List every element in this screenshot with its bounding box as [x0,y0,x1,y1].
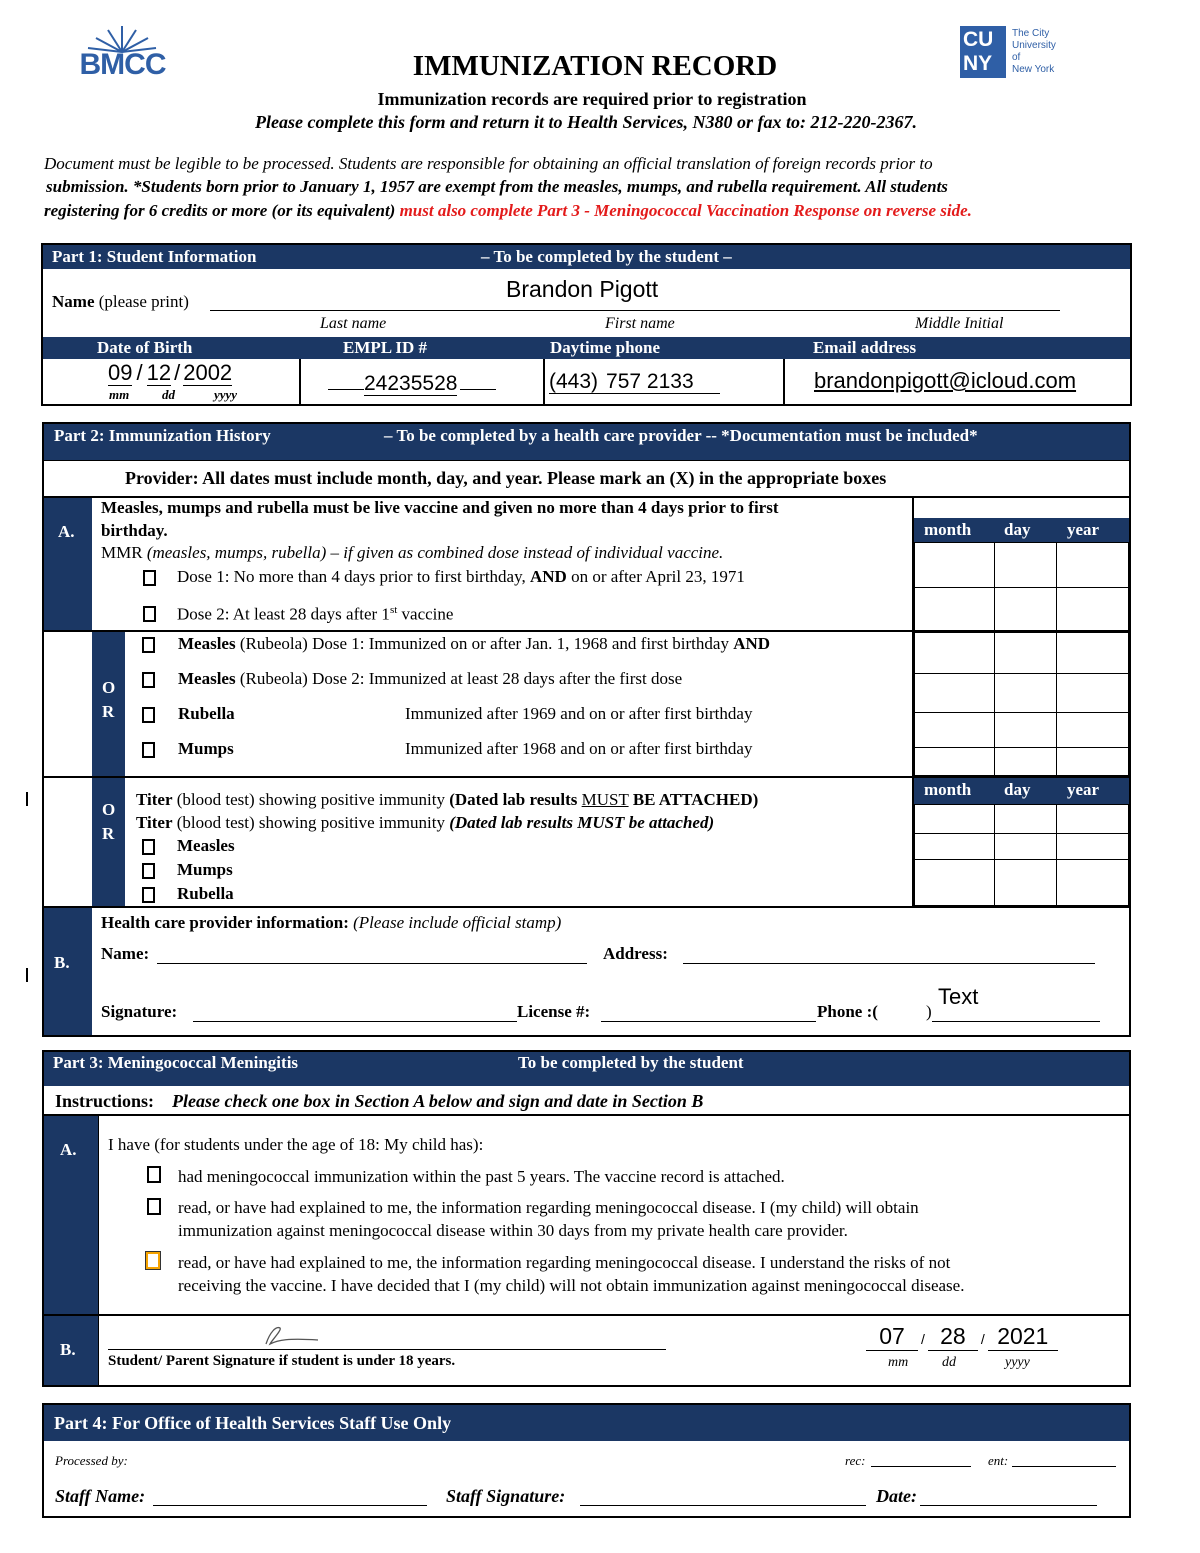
notice-line-2: submission. *Students born prior to January 1, 1957 are exempt from the measles, mumps, and rubella requirement. All students [46,177,948,196]
dose1-a: Dose 1: No more than 4 days prior to first birthday, [177,567,526,586]
processed-by-label: Processed by: [55,1453,128,1468]
mening-opt3-line1: read, or have had explained to me, the information regarding meningococcal disease. I understand the risks of not [178,1253,951,1272]
margin-mark-2 [26,968,28,982]
titer-measles-month[interactable] [914,804,995,834]
measles2-day[interactable] [994,673,1057,713]
col-dob: Date of Birth [97,338,193,357]
titer1-c: (Dated lab results [449,790,578,809]
notice-line-3b: must also complete Part 3 - Meningococcal Vaccination Response on reverse side. [399,201,972,220]
cuny-line-2: University [1012,40,1056,51]
measles2-year[interactable] [1056,673,1129,713]
col-email: Email address [813,338,917,357]
phone-area: (443) [549,370,599,393]
empl-value: 24235528 [364,372,458,395]
or-bar-2 [92,778,125,906]
measles2-a: (Rubeola) Dose 2: Immunized at least 28 days after the first dose [239,669,683,688]
staff-signature-label: Staff Signature: [446,1486,566,1506]
or-bar-1-r: R [102,702,115,721]
mmr-desc: (measles, mumps, rubella) – if given as combined dose instead of individual vaccine. [146,543,724,562]
part2-title: Part 2: Immunization History [54,426,271,445]
rec-field[interactable] [871,1466,971,1467]
empl-field[interactable] [328,371,496,396]
mumps-label: Mumps [178,739,234,758]
student-signature-field[interactable] [108,1349,666,1350]
measles1-month[interactable] [914,632,995,674]
staff-signature-field[interactable] [580,1505,866,1506]
dose1-month[interactable] [914,542,995,588]
titer2-a: (blood test) showing positive immunity [176,813,445,832]
part2-note: – To be completed by a health care provider -- *Documentation must be included* [384,426,978,445]
dose2-month[interactable] [914,587,995,632]
col-phone: Daytime phone [550,338,661,357]
part1-title: Part 1: Student Information [52,247,257,266]
notice-line-3 [44,201,972,221]
part3-note: To be completed by the student [518,1053,744,1072]
part4-header [44,1405,1129,1441]
titer-line-2 [136,813,714,833]
titer-measles-checkbox[interactable] [142,839,155,855]
part3-header [44,1052,1129,1086]
dob-yyyy: 2002 [183,360,233,385]
name-field[interactable]: Brandon Pigott [506,276,659,302]
left-spacer-1 [44,632,93,776]
part3-a-divider [98,1116,99,1314]
dose1-year[interactable] [1056,542,1129,588]
dob-sep-2: / [174,360,181,385]
mmr-heading-1: Measles, mumps and rubella must be live vaccine and given no more than 4 days prior to first [101,498,779,517]
titer-rubella-checkbox[interactable] [142,887,155,903]
ent-field[interactable] [1012,1466,1116,1467]
grid2-month: month [924,780,972,799]
measles2-text [178,669,682,689]
provider-info-hint: (Please include official stamp) [353,913,562,932]
mening-opt2-line1: read, or have had explained to me, the information regarding meningococcal disease. I (my child) will obtain [178,1198,919,1217]
titer-mumps-year[interactable] [1056,833,1129,860]
grid1-year: year [1067,520,1100,539]
date-grid-1 [914,542,1129,776]
grid2-day: day [1004,780,1031,799]
titer-mumps-day[interactable] [994,833,1057,860]
dose1-day[interactable] [994,542,1057,588]
sign-date-mm: 07 [866,1323,918,1351]
provider-phone-field[interactable] [932,1021,1100,1022]
titer-mumps-label: Mumps [177,860,233,879]
rubella-day[interactable] [994,712,1057,748]
mmr-heading-2: birthday. [101,521,168,540]
divider-1 [299,359,301,405]
dose2-a: Dose 2: At least 28 days after 1 [177,604,390,624]
measles1-c: AND [733,634,771,653]
mening-opt3-line2: receiving the vaccine. I have decided that I (my child) will not obtain immunization against meningococcal disease. [178,1276,965,1295]
section-a-label-bar [44,498,92,630]
titer-rubella-day[interactable] [994,859,1057,906]
measles1-year[interactable] [1056,632,1129,674]
part3-title: Part 3: Meningococcal Meningitis [53,1053,299,1072]
bmcc-wordmark: BMCC [79,48,166,81]
cuny-line-3: of [1012,52,1021,63]
rubella-year[interactable] [1056,712,1129,748]
titer1-e: BE ATTACHED) [632,790,759,809]
dose1-b: AND [530,567,567,586]
rubella-checkbox[interactable] [142,707,155,723]
col-empl: EMPL ID # [343,338,428,357]
sign-date-sub-yyyy: yyyy [1005,1355,1030,1370]
rubella-month[interactable] [914,712,995,748]
grid2-year: year [1067,780,1100,799]
mumps-month[interactable] [914,747,995,776]
titer-rubella-label: Rubella [177,884,234,903]
dose2-year[interactable] [1056,587,1129,632]
or-bar-1 [92,632,125,776]
sign-date-yyyy: 2021 [988,1323,1058,1351]
page-title: IMMUNIZATION RECORD [412,50,778,82]
grid1-day: day [1004,520,1031,539]
titer-rubella-month[interactable] [914,859,995,906]
grid1-month: month [924,520,972,539]
measles2-b: Measles [178,669,236,688]
provider-name-field[interactable] [157,963,587,964]
titer2-b: Titer [136,813,173,832]
or-bar-1-o: O [102,678,116,697]
part3-b-divider [44,1314,1129,1316]
part3-b-label: B. [60,1340,76,1359]
dose1-c: on or after April 23, 1971 [571,567,745,586]
dose2-checkbox[interactable] [143,606,156,622]
or-bar-2-o: O [102,800,116,819]
dose2-b: vaccine [401,604,454,624]
name-label [52,292,189,312]
email-field[interactable]: brandonpigott@icloud.com [814,368,1077,393]
part4-title: Part 4: For Office of Health Services Staff Use Only [54,1413,452,1433]
mening-opt1-checkbox[interactable] [147,1166,161,1183]
part3-a-bar [44,1116,98,1314]
date-grid-2 [914,804,1129,906]
dob-field[interactable] [108,360,232,386]
titer2-c: (Dated lab results MUST be attached) [449,813,715,832]
staff-date-field[interactable] [920,1505,1097,1506]
row-divider-3 [44,906,1129,908]
provider-phone-text[interactable]: Text [938,984,979,1009]
or-bar-2-r: R [102,824,115,843]
sign-date-dd: 28 [928,1323,978,1351]
section-b-label: B. [54,953,70,972]
header-instructions: Please complete this form and return it to Health Services, N380 or fax to: 212-220-2367. [255,112,917,132]
part3-instr-label: Instructions: [55,1091,155,1111]
ent-label: ent: [988,1453,1009,1468]
staff-name-field[interactable] [153,1505,427,1506]
section-a-label: A. [58,522,75,541]
mening-opt3-checkbox[interactable] [146,1252,160,1269]
name-hint: (please print) [98,292,189,311]
sub-middle-initial: Middle Initial [915,315,1004,332]
dose2-day[interactable] [994,587,1057,632]
dob-mm: 09 [108,360,133,385]
name-label-bold: Name [52,292,95,311]
rubella-label: Rubella [178,704,235,723]
dob-sub-dd: dd [162,387,175,402]
margin-mark-1 [26,792,28,806]
titer-mumps-checkbox[interactable] [142,863,155,879]
part3-b-bar [44,1316,98,1385]
dose1-text [177,567,745,587]
measles1-a: (Rubeola) Dose 1: Immunized on or after Jan. 1, 1968 and first birthday [239,634,729,653]
provider-line-top [44,460,1129,461]
provider-instructions: Provider: All dates must include month, day, and year. Please mark an (X) in the appropriate boxes [125,468,887,488]
provider-address-field[interactable] [683,963,1095,964]
mening-opt2-checkbox[interactable] [147,1198,161,1215]
cuny-line-1: The City [1012,28,1050,39]
dose2-text [177,604,453,625]
divider-3 [783,359,785,405]
titer-rubella-year[interactable] [1056,859,1129,906]
titer-measles-day[interactable] [994,804,1057,834]
provider-info-heading [101,913,561,933]
mumps-day[interactable] [994,747,1057,776]
sub-first-name: First name [605,315,675,332]
sign-date-sep-2: / [980,1331,985,1347]
provider-signature-field[interactable] [193,1021,517,1022]
sign-date-field[interactable] [866,1323,1058,1351]
dob-sub-mm: mm [109,387,130,402]
part3-instr-text: Please check one box in Section A below and sign and date in Section B [172,1091,704,1111]
measles1-checkbox[interactable] [142,637,155,653]
date-grid-header-1 [914,518,1129,542]
student-signature-label: Student/ Parent Signature if student is under 18 years. [108,1353,456,1369]
sign-date-sub-mm: mm [888,1355,909,1370]
notice-line-1: Document must be legible to be processed. Students are responsible for obtaining an official translation of foreign records prior to [44,154,933,173]
phone-field[interactable] [549,370,720,394]
provider-license-field[interactable] [601,1021,816,1022]
date-grid-header-2 [914,778,1129,804]
mumps-year[interactable] [1056,747,1129,776]
measles2-checkbox[interactable] [142,672,155,688]
signature-scribble-icon [258,1322,328,1350]
phone-value: 757 2133 [598,370,720,394]
mmr-label: MMR [101,543,143,562]
cuny-line-4: New York [1012,64,1055,75]
part1-columns [43,337,1130,359]
dob-sub-yyyy: yyyy [214,387,238,402]
divider-2 [543,359,545,405]
provider-phone-label: Phone :( [817,1002,878,1021]
rec-label: rec: [845,1453,866,1468]
titer-measles-year[interactable] [1056,804,1129,834]
notice-line-3a: registering for 6 credits or more (or its equivalent) [44,201,396,220]
mening-opt2-line2: immunization against meningococcal disease within 30 days from my private health care provider. [178,1221,848,1240]
provider-info-label: Health care provider information: [101,913,349,932]
part2-header [44,424,1129,460]
measles1-b: Measles [178,634,236,653]
provider-phone-close: ) [926,1002,932,1021]
measles1-text [178,634,770,654]
provider-name-label: Name: [101,944,150,963]
empl-suffix-line [460,371,496,390]
part3-a-label: A. [60,1140,77,1159]
sign-date-sep-1: / [921,1331,925,1347]
dose2-sup: st [389,604,398,616]
section-b-label-bar [44,908,92,1035]
provider-license-label: License #: [517,1002,591,1021]
staff-name-label: Staff Name: [55,1486,146,1506]
part1-header [43,245,1130,269]
part3-i-have: I have (for students under the age of 18: My child has): [108,1135,484,1154]
staff-date-label: Date: [876,1486,917,1506]
titer1-d: MUST [581,790,629,809]
dob-dd: 12 [146,360,172,385]
titer-line-1 [136,790,758,810]
titer1-b: Titer [136,790,173,809]
cuny-mark: CU NY [960,26,1006,78]
sign-date-sub-dd: dd [942,1355,956,1370]
mumps-desc: Immunized after 1968 and on or after first birthday [405,739,753,758]
dose1-checkbox[interactable] [143,570,156,586]
measles1-day[interactable] [994,632,1057,674]
titer-measles-label: Measles [177,836,235,855]
part3-instructions [55,1091,703,1112]
mmr-line [101,543,723,563]
name-underline [210,310,1060,311]
dob-sep-1: / [136,360,143,385]
left-spacer-2 [44,778,93,906]
titer1-a: (blood test) showing positive immunity [176,790,445,809]
page-subtitle: Immunization records are required prior to registration [377,89,807,109]
measles2-month[interactable] [914,673,995,713]
mening-opt1-text: had meningococcal immunization within the past 5 years. The vaccine record is attached. [178,1167,785,1186]
provider-address-label: Address: [603,944,668,963]
part3-b-vline [98,1316,99,1385]
empl-prefix-line [328,371,364,390]
rubella-desc: Immunized after 1969 and on or after first birthday [405,704,753,723]
provider-signature-label: Signature: [101,1002,178,1021]
sub-last-name: Last name [320,315,387,332]
titer-mumps-month[interactable] [914,833,995,860]
part1-note: – To be completed by the student – [481,247,732,266]
mumps-checkbox[interactable] [142,742,155,758]
